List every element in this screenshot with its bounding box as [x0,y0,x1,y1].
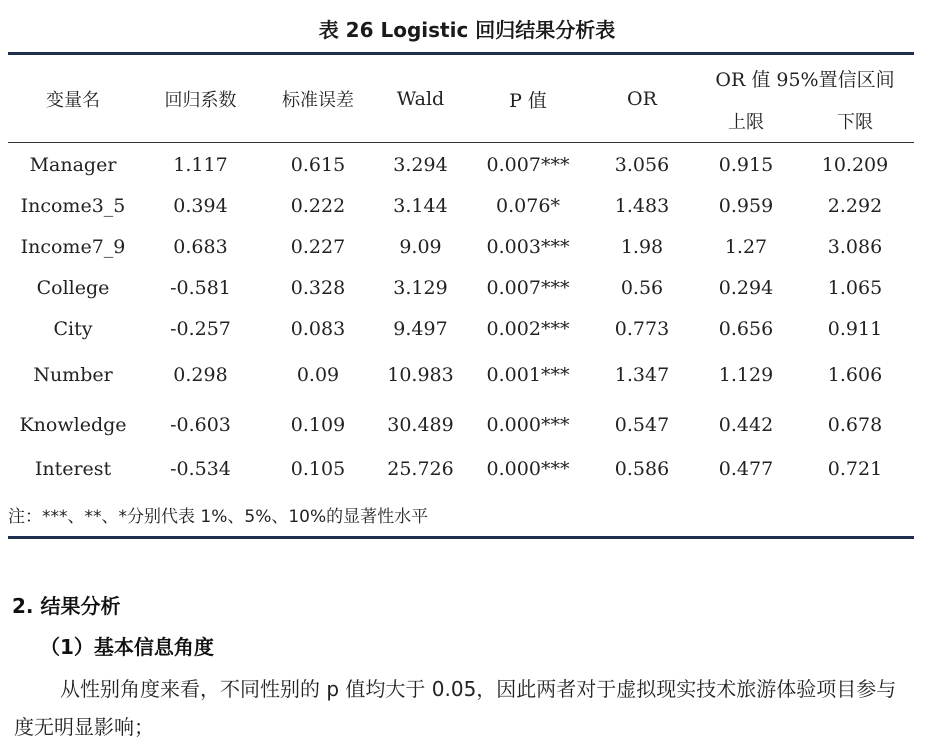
table-cell: 0.007*** [486,277,570,299]
table-cell: -0.257 [170,318,231,340]
table-cell: 0.477 [718,458,774,480]
table-row [8,349,914,401]
header-ci-lower: 下限 [837,112,873,133]
table-cell: 0.000*** [486,414,570,436]
table-cell: 0.222 [290,195,346,217]
table-cell: 0.001*** [486,364,570,386]
body-paragraph: 从性别角度来看，不同性别的 p 值均大于 0.05，因此两者对于虚拟现实技术旅游体验项目参与度无明显影响； [14,677,897,739]
table-cell: 9.497 [393,318,448,340]
table-cell: 0.294 [718,277,774,299]
table-cell: 1.065 [827,277,883,299]
header-p: P 值 [509,89,547,112]
table-row [8,267,914,309]
section-title: 2. 结果分析 [12,594,121,618]
table-cell: Income3_5 [20,195,126,217]
table-cell: 3.086 [827,236,883,258]
table-cell: 1.117 [173,154,228,176]
table-cell: 0.615 [290,154,346,176]
table-row [8,309,914,349]
header-or: OR [627,88,657,110]
table-cell: 0.09 [296,364,340,386]
table-cell: 3.144 [393,195,448,217]
table-cell: 9.09 [399,236,442,258]
header-var: 变量名 [46,90,100,111]
table-cell: 0.007*** [486,154,570,176]
header-wald: Wald [396,88,445,110]
table-cell: 0.298 [173,364,228,386]
table-cell: 10.209 [821,154,889,176]
table-cell: 0.328 [290,277,346,299]
table-header [8,56,914,142]
table-cell: 0.000*** [486,458,570,480]
table-cell: 2.292 [827,195,883,217]
table-cell: 0.56 [620,277,664,299]
table-cell: 0.656 [718,318,774,340]
table-header-rule [8,142,914,143]
table-row [8,401,914,449]
table-cell: 3.129 [393,277,448,299]
header-ci-upper: 上限 [728,112,764,133]
table-cell: Knowledge [19,414,127,436]
table-cell: 0.076* [496,195,560,217]
table-cell: 0.105 [290,458,346,480]
table-cell: 0.227 [290,236,346,258]
table-cell: 0.683 [173,236,228,258]
table-cell: Manager [29,154,117,176]
table-cell: Income7_9 [20,236,126,258]
table-cell: 1.27 [724,236,768,258]
header-se: 标准误差 [282,90,354,111]
table-bottom-rule [8,536,914,539]
table-cell: -0.534 [170,458,231,480]
table-body [8,145,914,489]
table-cell: 0.915 [718,154,774,176]
table-cell: 0.394 [173,195,228,217]
header-coef: 回归系数 [164,90,237,111]
table-cell: 0.003*** [486,236,570,258]
section-subtitle: （1）基本信息角度 [40,635,214,659]
table-cell: 0.586 [614,458,670,480]
table-cell: Number [33,364,113,386]
header-ci-group: OR 值 95%置信区间 [715,68,895,91]
table-cell: Interest [34,458,112,480]
table-note: 注：***、**、*分别代表 1%、5%、10%的显著性水平 [8,507,429,527]
table-cell: 0.083 [290,318,346,340]
table-caption: 表 26 Logistic 回归结果分析表 [318,18,616,42]
table-row [8,227,914,267]
table-cell: 0.109 [290,414,346,436]
table-cell: 0.911 [827,318,883,340]
table-cell: -0.581 [170,277,231,299]
table-cell: 0.547 [614,414,670,436]
table-cell: 0.773 [614,318,670,340]
table-cell: 10.983 [387,364,454,386]
table-top-rule [8,52,914,55]
table-row [8,145,914,185]
table-cell: 3.056 [614,154,670,176]
table-cell: City [53,318,93,340]
table-cell: 30.489 [387,414,454,436]
table-cell: 25.726 [387,458,454,480]
table-cell: -0.603 [170,414,231,436]
table-cell: 1.606 [827,364,883,386]
table-cell: 1.483 [614,195,670,217]
table-cell: 1.347 [614,364,670,386]
table-cell: 0.959 [718,195,774,217]
table-cell: College [36,277,110,299]
table-cell: 0.721 [827,458,883,480]
table-cell: 3.294 [393,154,448,176]
table-row [8,449,914,489]
table-cell: 0.442 [718,414,774,436]
table-cell: 0.002*** [486,318,570,340]
table-cell: 1.98 [620,236,664,258]
table-cell: 0.678 [827,414,883,436]
table-cell: 1.129 [718,364,774,386]
table-row [8,185,914,227]
